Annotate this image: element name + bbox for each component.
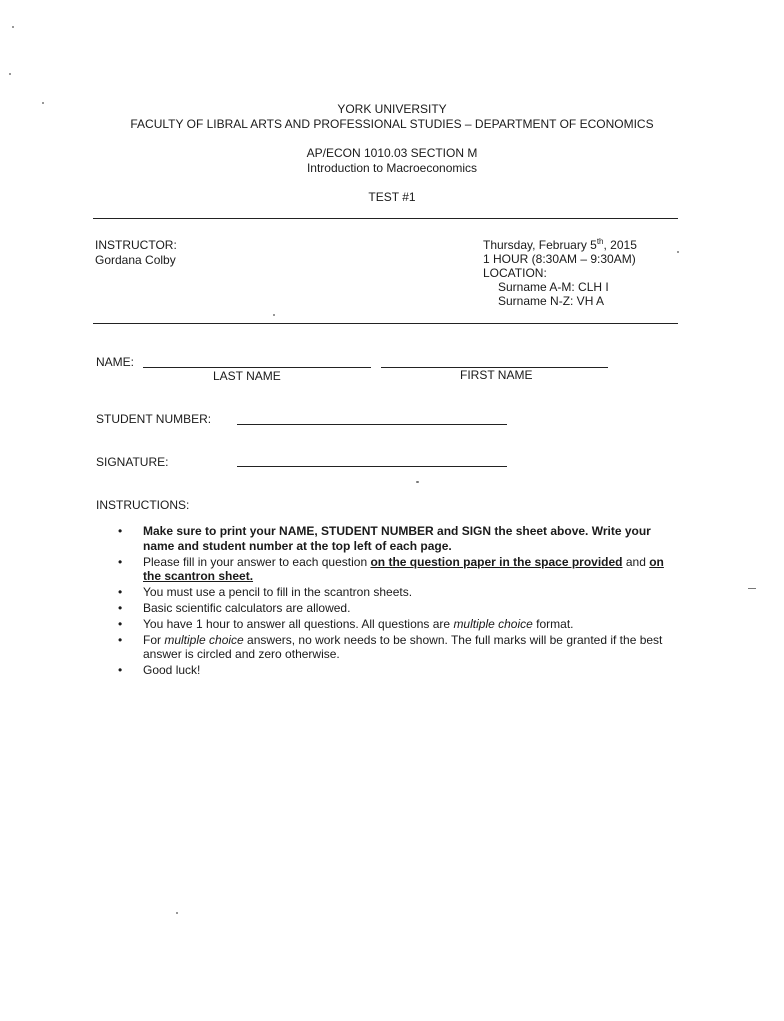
instructions-list (118, 524, 678, 679)
last-name-field[interactable] (143, 367, 371, 368)
test-title: TEST #1 (368, 190, 416, 204)
instructor-name: Gordana Colby (95, 253, 176, 267)
exam-date-suffix: , 2015 (603, 238, 637, 252)
instruction-item (118, 585, 678, 600)
scan-speck (176, 912, 178, 914)
student-number-field[interactable] (237, 424, 507, 425)
instruction-text-5a: You have 1 hour to answer all questions. All questions are (143, 616, 454, 631)
location-room-2: Surname N-Z: VH A (498, 294, 605, 308)
scan-mark (748, 588, 756, 589)
instructor-label: INSTRUCTOR: (95, 238, 177, 252)
header-rule-top (93, 218, 678, 219)
scan-speck (9, 73, 11, 75)
exam-date-prefix: Thursday, February 5 (483, 238, 597, 252)
scan-speck (416, 481, 419, 483)
university-name: YORK UNIVERSITY (337, 102, 447, 116)
instruction-text-7: Good luck! (143, 663, 201, 678)
exam-date-sup: th (596, 237, 604, 246)
name-label: NAME: (96, 355, 135, 369)
instruction-item (118, 601, 678, 616)
instruction-text-2d: on the scantron sheet. (143, 554, 664, 584)
instruction-item (118, 633, 678, 663)
instruction-text-5c: format. (532, 616, 574, 631)
instructions-heading: INSTRUCTIONS: (96, 498, 190, 512)
student-number-label: STUDENT NUMBER: (96, 412, 212, 426)
course-name: Introduction to Macroeconomics (306, 161, 478, 175)
instruction-text-6a: For (143, 632, 165, 647)
instruction-text-3: You must use a pencil to fill in the scantron sheets. (143, 585, 413, 600)
scan-speck (677, 251, 679, 253)
instruction-text-2c: and (622, 554, 650, 569)
first-name-caption: FIRST NAME (460, 368, 533, 382)
scan-speck (42, 102, 44, 104)
instruction-text-4: Basic scientific calculators are allowed. (143, 600, 351, 615)
instruction-text-1: Make sure to print your NAME, STUDENT NUMBER and SIGN the sheet above. Write your name and student number at the top left of each page. (143, 524, 651, 553)
faculty-line: FACULTY OF LIBRAL ARTS AND PROFESSIONAL STUDIES – DEPARTMENT OF ECONOMICS (130, 117, 654, 131)
signature-label: SIGNATURE: (96, 455, 169, 469)
exam-date (483, 237, 637, 252)
header-rule-bottom (93, 323, 678, 324)
signature-field[interactable] (237, 466, 507, 467)
instruction-text-2a: Please fill in your answer to each question (143, 554, 371, 569)
instruction-item (118, 555, 678, 585)
exam-duration: 1 HOUR (8:30AM – 9:30AM) (483, 252, 636, 266)
scan-speck (12, 26, 14, 28)
instruction-text-5b: multiple choice (453, 616, 533, 631)
location-room-1: Surname A-M: CLH I (498, 280, 609, 294)
instruction-item (118, 617, 678, 632)
instruction-text-2b: on the question paper in the space provided (370, 554, 623, 569)
instruction-item (118, 524, 678, 554)
course-code: AP/ECON 1010.03 SECTION M (306, 146, 478, 160)
instruction-text-6b: multiple choice (164, 632, 244, 647)
instruction-item (118, 663, 678, 678)
last-name-caption: LAST NAME (213, 369, 281, 383)
scan-speck (273, 314, 275, 316)
location-label: LOCATION: (483, 266, 547, 280)
instruction-text-6c: answers, no work needs to be shown. The full marks will be granted if the best answer is circled and zero otherwise. (143, 632, 663, 662)
